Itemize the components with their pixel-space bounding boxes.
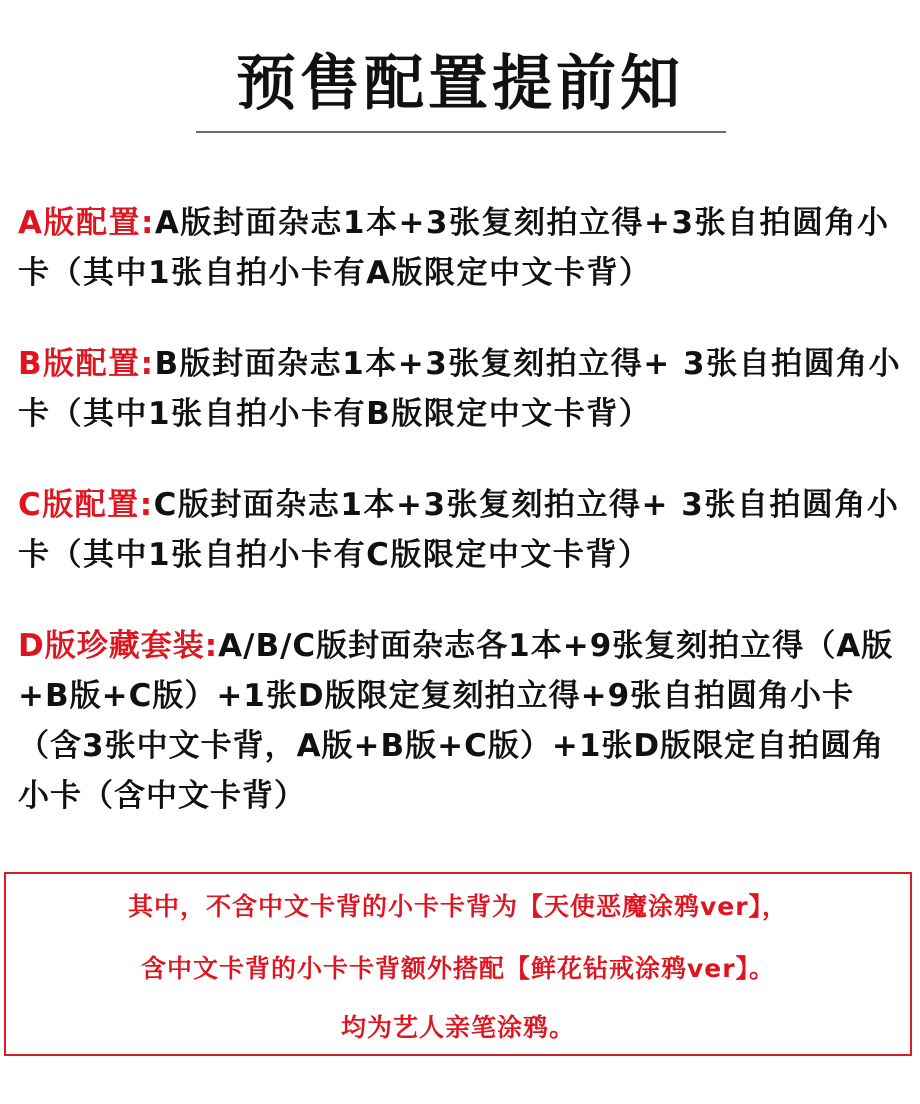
notice-line: 含中文卡背的小卡卡背额外搭配【鲜花钻戒涂鸦ver】。 (140, 954, 776, 983)
config-d-label: D版珍藏套装: (18, 628, 219, 664)
title-divider (196, 131, 726, 133)
notice-box (4, 872, 912, 1056)
config-d (18, 621, 916, 821)
config-d-description: A/B/C版封面杂志各1本+9张复刻拍立得（A版+B版+C版）+1张D版限定复刻拍立得+9张自拍圆角小卡（含3张中文卡背，A版+B版+C版）+1张D版限定自拍圆角小卡（含中文卡背） (18, 628, 894, 814)
config-c (18, 480, 916, 580)
config-c-description: C版封面杂志1本+3张复刻拍立得+ 3张自拍圆角小卡（其中1张自拍小卡有C版限定中文卡背） (18, 487, 900, 573)
config-b-description: B版封面杂志1本+3张复刻拍立得+ 3张自拍圆角小卡（其中1张自拍小卡有B版限定中文卡背） (18, 346, 902, 432)
config-b-label: B版配置: (18, 346, 155, 382)
notice-line: 均为艺人亲笔涂鸦。 (340, 1013, 575, 1042)
notice-line: 其中，不含中文卡背的小卡卡背为【天使恶魔涂鸦ver】， (127, 892, 789, 921)
config-a (18, 198, 916, 298)
config-a-description: A版封面杂志1本+3张复刻拍立得+3张自拍圆角小卡（其中1张自拍小卡有A版限定中文卡背） (18, 205, 890, 291)
config-b (18, 339, 916, 439)
page-title: 预售配置提前知 (236, 49, 684, 119)
config-c-label: C版配置: (18, 487, 154, 523)
config-a-label: A版配置: (18, 205, 155, 241)
